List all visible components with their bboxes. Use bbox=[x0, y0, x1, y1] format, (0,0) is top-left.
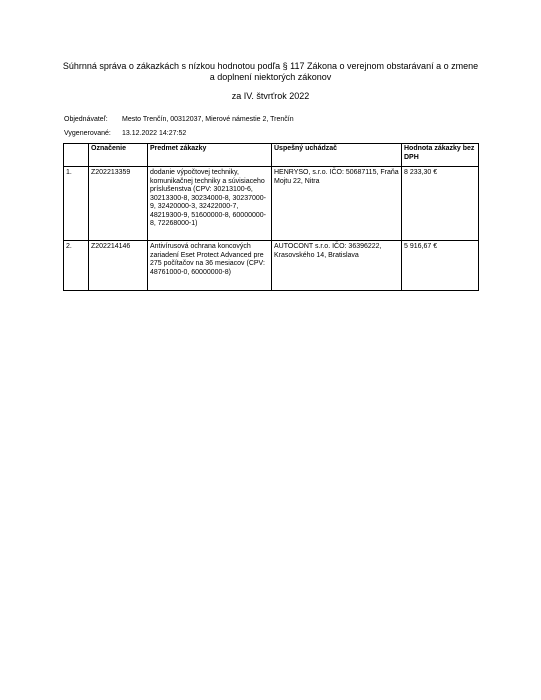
cell-winner: AUTOCONT s.r.o. IČO: 36396222, Krasovského 14, Bratislava bbox=[272, 241, 402, 291]
cell-number: 2. bbox=[64, 241, 89, 291]
column-header-value: Hodnota zákazky bez DPH bbox=[402, 144, 479, 167]
cell-winner: HENRYSO, s.r.o. IČO: 50687115, Fraňa Mojtu 22, Nitra bbox=[272, 167, 402, 241]
cell-value: 5 916,67 € bbox=[402, 241, 479, 291]
cell-number: 1. bbox=[64, 167, 89, 241]
cell-designation: Z202213359 bbox=[89, 167, 148, 241]
document-period: za IV. štvrťrok 2022 bbox=[231, 91, 310, 101]
contracting-authority-value: Mesto Trenčín, 00312037, Mierové námestie 2, Trenčín bbox=[122, 116, 294, 123]
cell-value: 8 233,30 € bbox=[402, 167, 479, 241]
column-header-subject: Predmet zákazky bbox=[148, 144, 272, 167]
column-header-winner: Úspešný uchádzač bbox=[272, 144, 402, 167]
cell-subject: Antivírusová ochrana koncových zariadení Eset Protect Advanced pre 275 počítačov na 36 mesiacov (CPV: 48761000-0, 60000000-8) bbox=[148, 241, 272, 291]
contracting-authority-label: Objednávateľ: bbox=[64, 116, 108, 123]
column-header-designation: Označenie bbox=[89, 144, 148, 167]
cell-subject: dodanie výpočtovej techniky, komunikačnej techniky a súvisiaceho príslušenstva (CPV: 30213100-6, 30213300-8, 30234000-8, 30237000-9, 32420000-3, 32422000-7, 48219300-9, 51600000-8, 60000000-8, 72268000-1) bbox=[148, 167, 272, 241]
generated-row bbox=[64, 129, 186, 138]
document-title: Súhrnná správa o zákazkách s nízkou hodnotou podľa § 117 Zákona o verejnom obstarávaní a o zmene a doplnení niektorých zákonov bbox=[62, 61, 479, 82]
contracting-authority-row bbox=[64, 115, 294, 124]
cell-designation: Z202214146 bbox=[89, 241, 148, 291]
generated-label: Vygenerované: bbox=[64, 130, 111, 137]
orders-table bbox=[63, 143, 479, 291]
table-row bbox=[64, 241, 479, 291]
table-header-row bbox=[64, 144, 479, 167]
generated-value: 13.12.2022 14:27:52 bbox=[122, 130, 187, 137]
column-header-number bbox=[64, 144, 89, 167]
table-row bbox=[64, 167, 479, 241]
